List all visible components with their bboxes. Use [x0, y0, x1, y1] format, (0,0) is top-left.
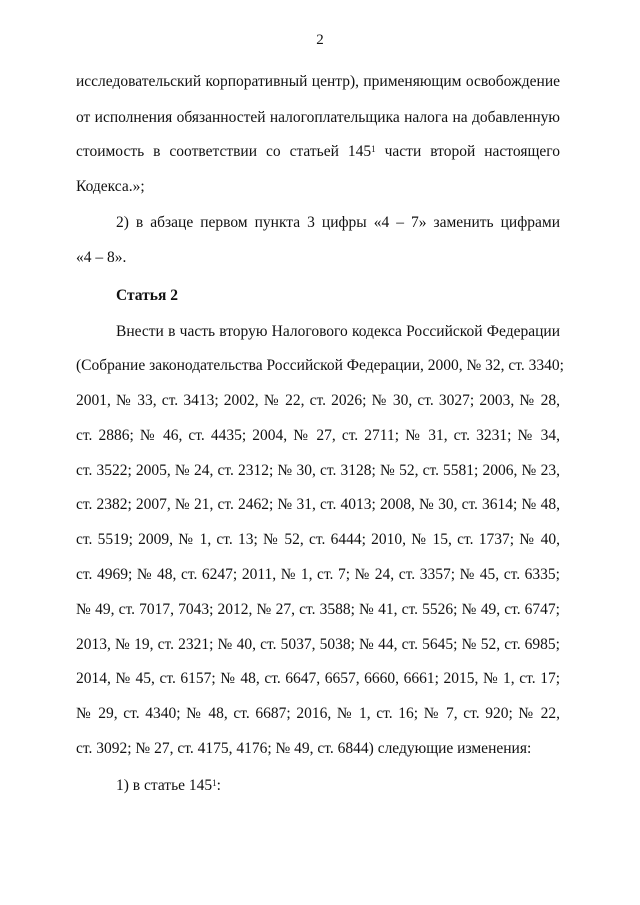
text-line: Кодекса.»;: [76, 178, 145, 195]
text-line: ст. 4969; № 48, ст. 6247; 2011, № 1, ст. 7; № 24, ст. 3357; № 45, ст. 6335;: [76, 566, 560, 583]
text-fragment: 1) в статье 145: [116, 777, 213, 794]
text-line: 2014, № 45, ст. 6157; № 48, ст. 6647, 6657, 6660, 6661; 2015, № 1, ст. 17;: [76, 670, 560, 687]
text-line: «4 – 8».: [76, 249, 127, 266]
text-line: 2) в абзаце первом пункта 3 цифры «4 – 7» заменить цифрами: [116, 214, 560, 231]
text-line: ст. 2382; 2007, № 21, ст. 2462; № 31, ст. 4013; 2008, № 30, ст. 3614; № 48,: [76, 496, 560, 513]
text-line: ст. 3092; № 27, ст. 4175, 4176; № 49, ст. 6844) следующие изменения:: [76, 740, 532, 757]
text-line: ст. 2886; № 46, ст. 4435; 2004, № 27, ст. 2711; № 31, ст. 3231; № 34,: [76, 427, 560, 444]
text-line: ст. 5519; 2009, № 1, ст. 13; № 52, ст. 6444; 2010, № 15, ст. 1737; № 40,: [76, 531, 560, 548]
text-line: (Собрание законодательства Российской Федерации, 2000, № 32, ст. 3340;: [76, 357, 564, 374]
page-number: 2: [316, 32, 324, 48]
text-fragment: части второй настоящего: [375, 143, 560, 160]
text-line: [76, 142, 560, 162]
text-line: Внести в часть вторую Налогового кодекса Российской Федерации: [116, 323, 560, 340]
article-heading: Статья 2: [116, 287, 178, 304]
text-line: исследовательский корпоративный центр), применяющим освобождение: [76, 73, 560, 90]
text-fragment: :: [216, 777, 221, 794]
text-line: от исполнения обязанностей налогоплательщика налога на добавленную: [76, 109, 560, 126]
superscript: 1: [212, 778, 217, 788]
text-line: № 49, ст. 7017, 7043; 2012, № 27, ст. 3588; № 41, ст. 5526; № 49, ст. 6747;: [76, 601, 560, 618]
text-line: ст. 3522; 2005, № 24, ст. 2312; № 30, ст. 3128; № 52, ст. 5581; 2006, № 23,: [76, 462, 560, 479]
text-line: [116, 776, 560, 796]
text-line: № 29, ст. 4340; № 48, ст. 6687; 2016, № 1, ст. 16; № 7, ст. 920; № 22,: [76, 705, 560, 722]
text-line: 2013, № 19, ст. 2321; № 40, ст. 5037, 5038; № 44, ст. 5645; № 52, ст. 6985;: [76, 636, 560, 653]
text-line: 2001, № 33, ст. 3413; 2002, № 22, ст. 2026; № 30, ст. 3027; 2003, № 28,: [76, 392, 560, 409]
text-fragment: стоимость в соответствии со статьей 145: [76, 143, 372, 160]
superscript: 1: [371, 144, 376, 154]
